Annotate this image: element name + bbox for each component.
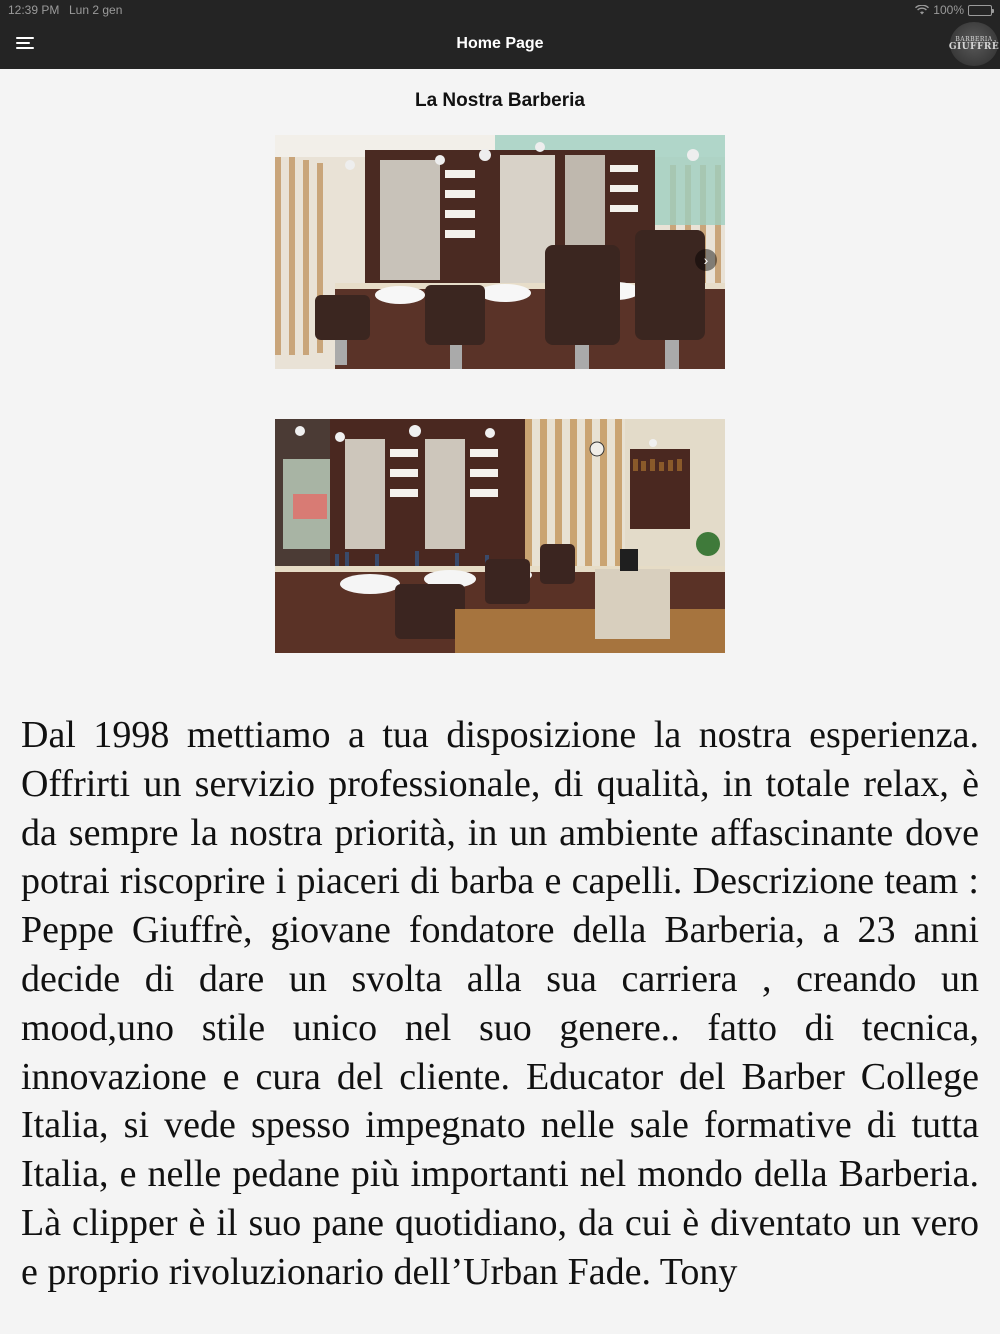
navigation-bar <box>0 20 1000 69</box>
status-time: 12:39 PM <box>8 3 60 17</box>
barbershop-photo-2-image <box>275 419 725 653</box>
battery-icon <box>968 5 992 16</box>
brand-logo[interactable] <box>950 22 998 66</box>
logo-text-top: BARBERIA <box>955 35 993 43</box>
barbershop-photo-1[interactable] <box>275 135 725 369</box>
status-bar <box>0 0 1000 20</box>
battery-percent: 100% <box>933 3 964 17</box>
barbershop-photo-2[interactable] <box>275 419 725 653</box>
wifi-icon <box>915 5 929 15</box>
barbershop-description: Dal 1998 mettiamo a tua disposizione la nostra esperienza. Offrirti un servizio professionale, di qualità, in totale relax, è da sempre la nostra priorità, in un ambiente affascinante dove potrai riscoprire i piaceri di barba e capelli. Descrizione team : Peppe Giuffrè, giovane fondatore della Barberia, a 23 anni decide di dare un svolta alla sua carriera , creando un mood,uno stile unico nel suo genere.. fatto di tecnica, innovazione e cura del cliente. Educator del Barber College Italia, si vede spesso impegnato nelle sale formative di tutta Italia, e nelle pedane più importanti nel mondo della Barberia. Là clipper è il suo pane quotidiano, da cui è diventato un vero e proprio rivoluzionario dell’Urban Fade. Tony <box>21 714 979 1293</box>
status-right <box>915 3 992 17</box>
logo-text-bottom: GIUFFRÈ <box>948 41 1000 52</box>
nav-title: Home Page <box>456 35 544 52</box>
barbershop-photo-1-image <box>275 135 725 369</box>
page-heading: La Nostra Barberia <box>414 90 585 111</box>
chevron-right-icon[interactable]: › <box>695 249 717 271</box>
status-date: Lun 2 gen <box>69 3 123 17</box>
